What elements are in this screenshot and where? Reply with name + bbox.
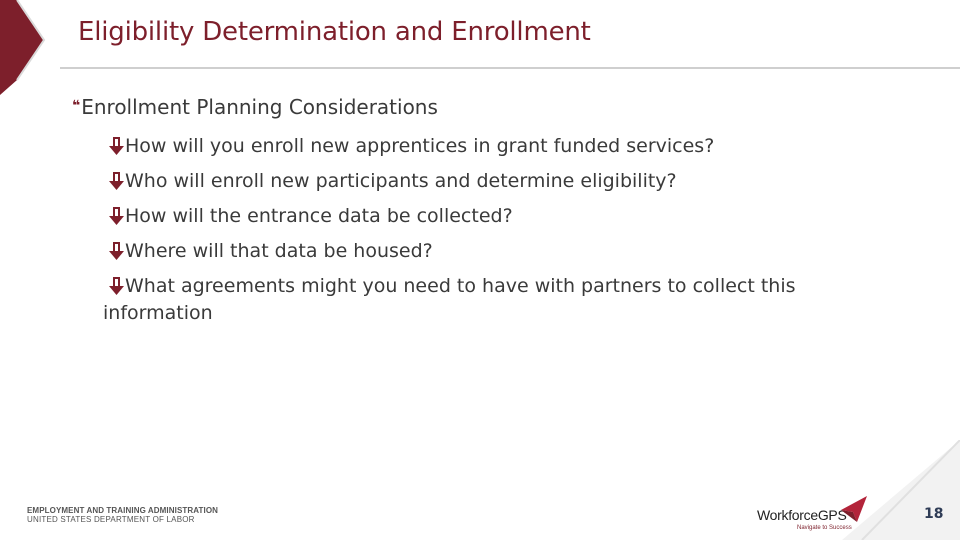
down-arrow-icon [108,171,125,191]
double-quote-bullet-icon: ❝ [72,98,78,114]
sub-bullet-item [108,133,828,160]
down-arrow-icon [108,206,125,226]
down-arrow-icon [108,136,125,156]
main-bullet-text: Enrollment Planning Considerations [81,95,438,119]
sub-bullet-text: Where will that data be housed? [125,240,433,262]
eta-logo-line1: EMPLOYMENT AND TRAINING ADMINISTRATION [27,506,219,515]
workforcegps-tagline: Navigate to Success [797,525,852,531]
sub-bullet-item [108,203,828,230]
page-number: 18 [924,506,944,522]
eta-logo-line2: UNITED STATES DEPARTMENT OF LABOR [27,515,195,524]
slide-title: Eligibility Determination and Enrollment [78,17,591,47]
sub-bullet-text: Who will enroll new participants and determine eligibility? [125,170,677,192]
sub-bullet-text: How will you enroll new apprentices in grant funded services? [125,135,715,157]
sub-bullet-text-continuation: information [103,302,213,324]
main-bullet [72,95,438,119]
sub-bullet-item [108,168,828,195]
sub-bullet-list [103,133,828,335]
eta-logo [27,506,218,524]
sub-bullet-item [108,238,828,265]
down-arrow-icon [108,241,125,261]
title-divider [60,67,960,69]
workforcegps-wordmark: WorkforceGPS [757,507,847,523]
sub-bullet-item [103,273,828,327]
sub-bullet-text: How will the entrance data be collected? [125,205,513,227]
corner-decoration-bottom-right [842,440,960,540]
down-arrow-icon [108,276,125,296]
corner-decoration-top-left [0,0,50,95]
sub-bullet-text: What agreements might you need to have with partners to collect this [125,275,796,297]
